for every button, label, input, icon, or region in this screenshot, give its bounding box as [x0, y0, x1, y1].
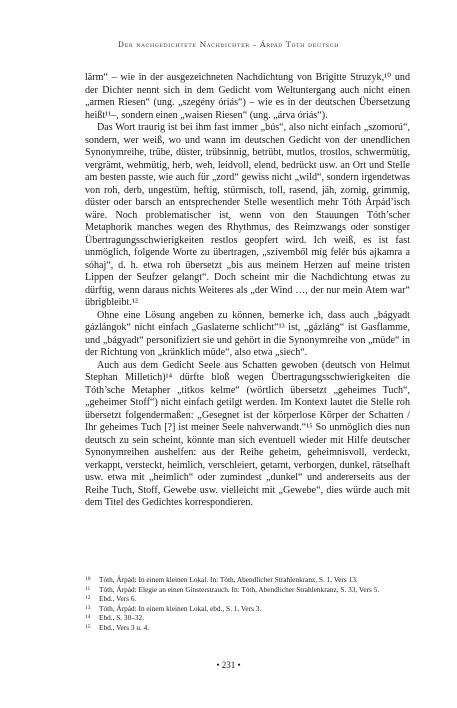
- running-head: Der nachgedichtete Nachdichter – Árpád Tóth deutsch: [117, 40, 340, 49]
- paragraph-3: Ohne eine Lösung angeben zu können, bemerke ich, dass auch „bágyadt gázlángok“ nicht einfach „Gaslaterne schlicht“¹³ ist, „gázláng“ ist Gasflamme, und „bágyadt“ personifiziert sie und gehört in die Synonymreihe von „müde“ in der Richtung von „kränklich müde“, also etwa „siech“.: [85, 309, 410, 358]
- paragraph-1: lärm“ – wie in der ausgezeichneten Nachdichtung von Brigitte Struzyk,¹⁰ und der Dichter nennt sich in dem Gedicht vom Weltuntergang auch nicht einen „armen Riesen“ (ung. „szegény óriás“) – wie es in der deutschen Übersetzung heißt¹¹–, sondern einen „waisen Riesen“ (ung. „árva óriás“).: [85, 72, 410, 121]
- footnote: [85, 575, 410, 585]
- footnote: [85, 585, 410, 595]
- footnote-number: 11: [85, 585, 91, 592]
- footnote-text: Tóth, Árpád: Elegie an einen Ginsterstrauch. In: Tóth, Abendlicher Strahlenkranz, S. 33, Vers 5.: [99, 584, 380, 594]
- footnote-number: 15: [85, 623, 91, 630]
- footnote: [85, 594, 410, 604]
- footnotes: [85, 575, 410, 632]
- footnote-number: 10: [85, 576, 91, 582]
- footnote-text: Tóth, Árpád: In einem kleinen Lokal. In: Tóth, Abendlicher Strahlenkranz, S. 1, Vers 13.: [99, 575, 358, 584]
- footnote-text: Ebd., Vers 3 u. 4.: [99, 622, 150, 632]
- paragraph-4: Auch aus dem Gedicht Seele aus Schatten gewoben (deutsch von Helmut Stephan Milletich)¹⁴ dürfte bloß wegen Übertragungsschwierigkeiten die Tóth’sche Metapher „titkos kelme“ (wörtlich übersetzt „geheimes Tuch“, „geheimer Stoff“) nicht einfach getilgt werden. Im Kontext lautet die Stelle roh übersetzt folgendermaßen: „Gesegnet ist der körperlose Körper der Schatten / Ihr geheimes Tuch [?] ist meiner Seele nahverwandt.“¹⁵ So unmöglich dies nun deutsch zu sein scheint, könnte man sich eventuell wieder mit Hilfe deutscher Synonymreihen aushelfen: aus der Reihe geheim, geheimnisvoll, verdeckt, verkappt, versteckt, heimlich, verschleiert, getarnt, verborgen, dunkel, rätselhaft usw. etwa mit „heimlich“ oder zumindest „dunkel“ und andererseits aus der Reihe Tuch, Stoff, Gewebe usw. vielleicht mit „Gewebe“, dies würde auch mit dem Titel des Gedichtes korrespondieren.: [85, 359, 410, 508]
- footnote: [85, 623, 410, 633]
- page-number: • 231 •: [216, 660, 241, 670]
- footnote-text: Tóth, Árpád: In einem kleinen Lokal, ebd., S. 1, Vers 3.: [99, 603, 262, 613]
- footnote-number: 13: [85, 604, 91, 611]
- footnote-number: 14: [85, 614, 91, 620]
- paragraph-2: Das Wort traurig ist bei ihm fast immer „bús“, also nicht einfach „szomorú“, sondern, wer weiß, wo und wann im deutschen Gedicht von der unendlichen Synonymreihe, trübe, düster, trübsinnig, betrübt, mutlos, trostlos, schwermütig, vergrämt, wehmütig, herb, weh, leidvoll, elend, bedrückt usw. an Ort und Stelle am besten passte, wie auch für „zord“ gewiss nicht „wild“, sondern irgendetwas von roh, derb, ungestüm, heftig, stürmisch, toll, rasend, jäh, zornig, grimmig, düster oder barsch an entsprechender Stelle wesentlich mehr Tóth Árpád’isch wäre. Noch problematischer ist, wenn von den Stauungen Tóth’scher Metaphorik manches wegen des Rhythmus, des Reimzwangs oder sonstiger Übertragungsschwierigkeiten restlos geopfert wird. Ich weiß, es ist fast unmöglich, folgende Worte zu übertragen, „szívemből míg felér bús ajkamra a sóhaj“, d. h. etwa roh übersetzt „bis aus meinem Herzen auf meine tristen Lippen der Seufzer gelangt“. Doch scheint mir die Nachdichtung etwas zu dürftig, wenn daraus nichts Weiteres als „der Wind …, der nur mein Atem war“ übrigbleibt.¹²: [85, 122, 410, 308]
- footnote: [85, 604, 410, 614]
- footnote: [85, 613, 410, 623]
- body-text: [85, 72, 410, 510]
- footnote-text: Ebd., S. 30–32.: [99, 613, 144, 622]
- footnote-text: Ebd., Vers 6.: [99, 594, 137, 603]
- footnote-number: 12: [85, 595, 91, 601]
